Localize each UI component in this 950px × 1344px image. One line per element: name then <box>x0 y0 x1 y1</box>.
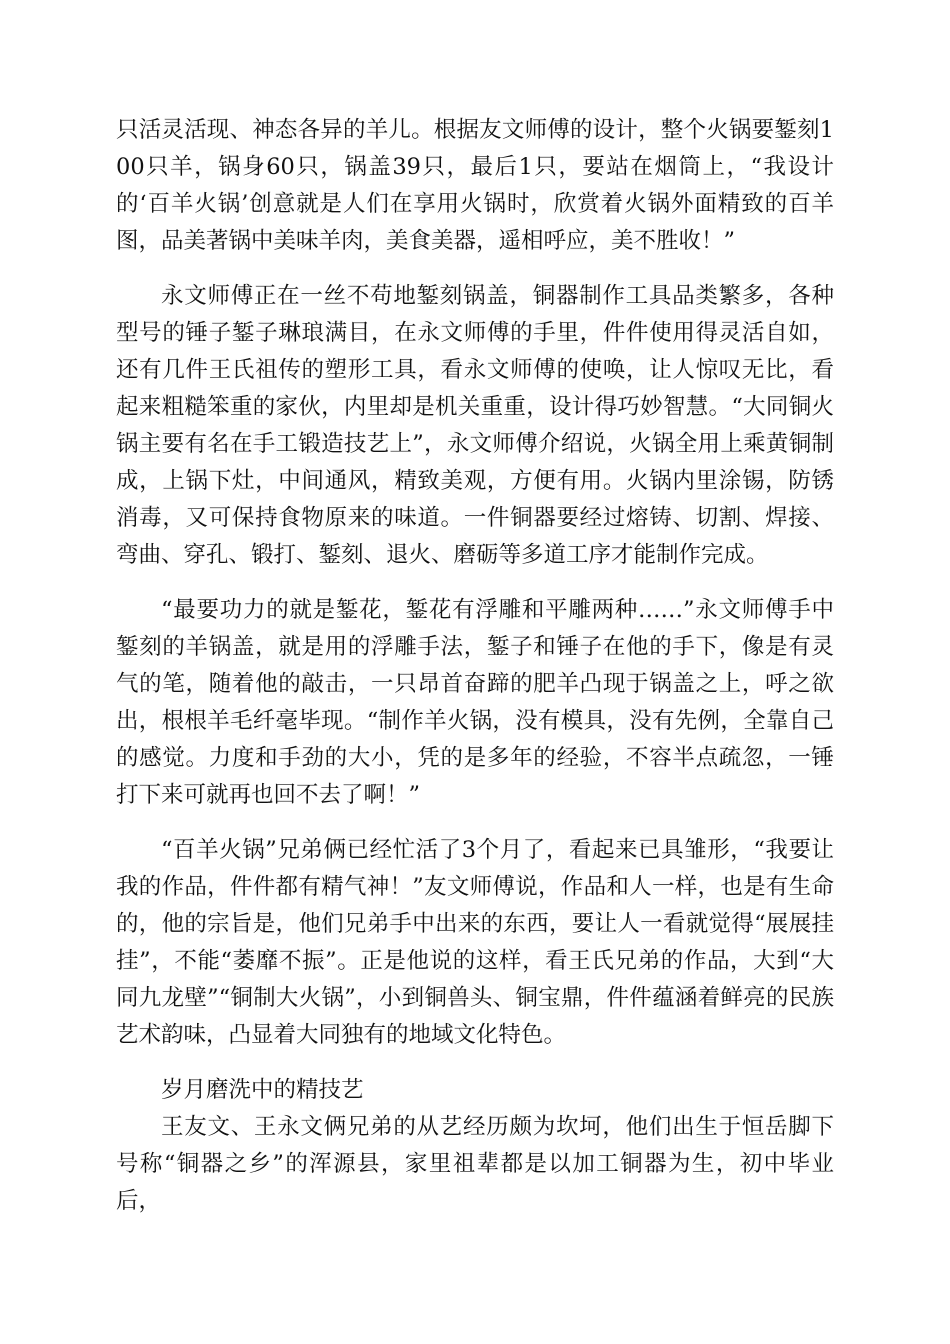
paragraph-hundred-sheep-design: 只活灵活现、神态各异的羊儿。根据友文师傅的设计，整个火锅要錾刻100只羊，锅身60只，锅盖39只，最后1只，要站在烟筒上，“我设计的‘百羊火锅’创意就是人们在享用火锅时，欣赏着火锅外面精致的百羊图，品美著锅中美味羊肉，美食美器，遥相呼应，美不胜收！” <box>116 117 834 254</box>
paragraph-artistic-spirit: “百羊火锅”兄弟俩已经忙活了3个月了，看起来已具雏形，“我要让我的作品，件件都有精气神！”友文师傅说，作品和人一样，也是有生命的，他的宗旨是，他们兄弟手中出来的东西，要让人一看就觉得“展展挂挂”，不能“萎靡不振”。正是他说的这样，看王氏兄弟的作品，大到“大同九龙壁”“铜制大火锅”，小到铜兽头、铜宝鼎，件件蕴涵着鲜亮的民族艺术韵味，凸显着大同独有的地域文化特色。 <box>116 837 834 1048</box>
section-heading: 岁月磨洗中的精技艺 <box>161 1077 364 1103</box>
paragraph-relief-carving: “最要功力的就是錾花，錾花有浮雕和平雕两种……”永文师傅手中錾刻的羊锅盖，就是用的浮雕手法，錾子和锤子在他的手下，像是有灵气的笔，随着他的敲击，一只昂首奋蹄的肥羊凸现于锅盖之上，呼之欲出，根根羊毛纤毫毕现。“制作羊火锅，没有模具，没有先例，全靠自己的感觉。力度和手劲的大小，凭的是多年的经验，不容半点疏忽，一锤打下来可就再也回不去了啊！” <box>116 597 834 808</box>
article-body <box>116 112 834 1220</box>
paragraph-engraving-tools: 永文师傅正在一丝不苟地錾刻锅盖，铜器制作工具品类繁多，各种型号的锤子錾子琳琅满目，在永文师傅的手里，件件使用得灵活自如，还有几件王氏祖传的塑形工具，看永文师傅的使唤，让人惊叹无比，看起来粗糙笨重的家伙，内里却是机关重重，设计得巧妙智慧。“大同铜火锅主要有名在手工锻造技艺上”，永文师傅介绍说，火锅全用上乘黄铜制成，上锅下灶，中间通风，精致美观，方便有用。火锅内里涂锡，防锈消毒，又可保持食物原来的味道。一件铜器要经过熔铸、切割、焊接、弯曲、穿孔、锻打、錾刻、退火、磨砺等多道工序才能制作完成。 <box>116 283 834 568</box>
paragraph-brothers-background: 王友文、王永文俩兄弟的从艺经历颇为坎坷，他们出生于恒岳脚下号称“铜器之乡”的浑源县，家里祖辈都是以加工铜器为生，初中毕业后， <box>116 1114 834 1214</box>
